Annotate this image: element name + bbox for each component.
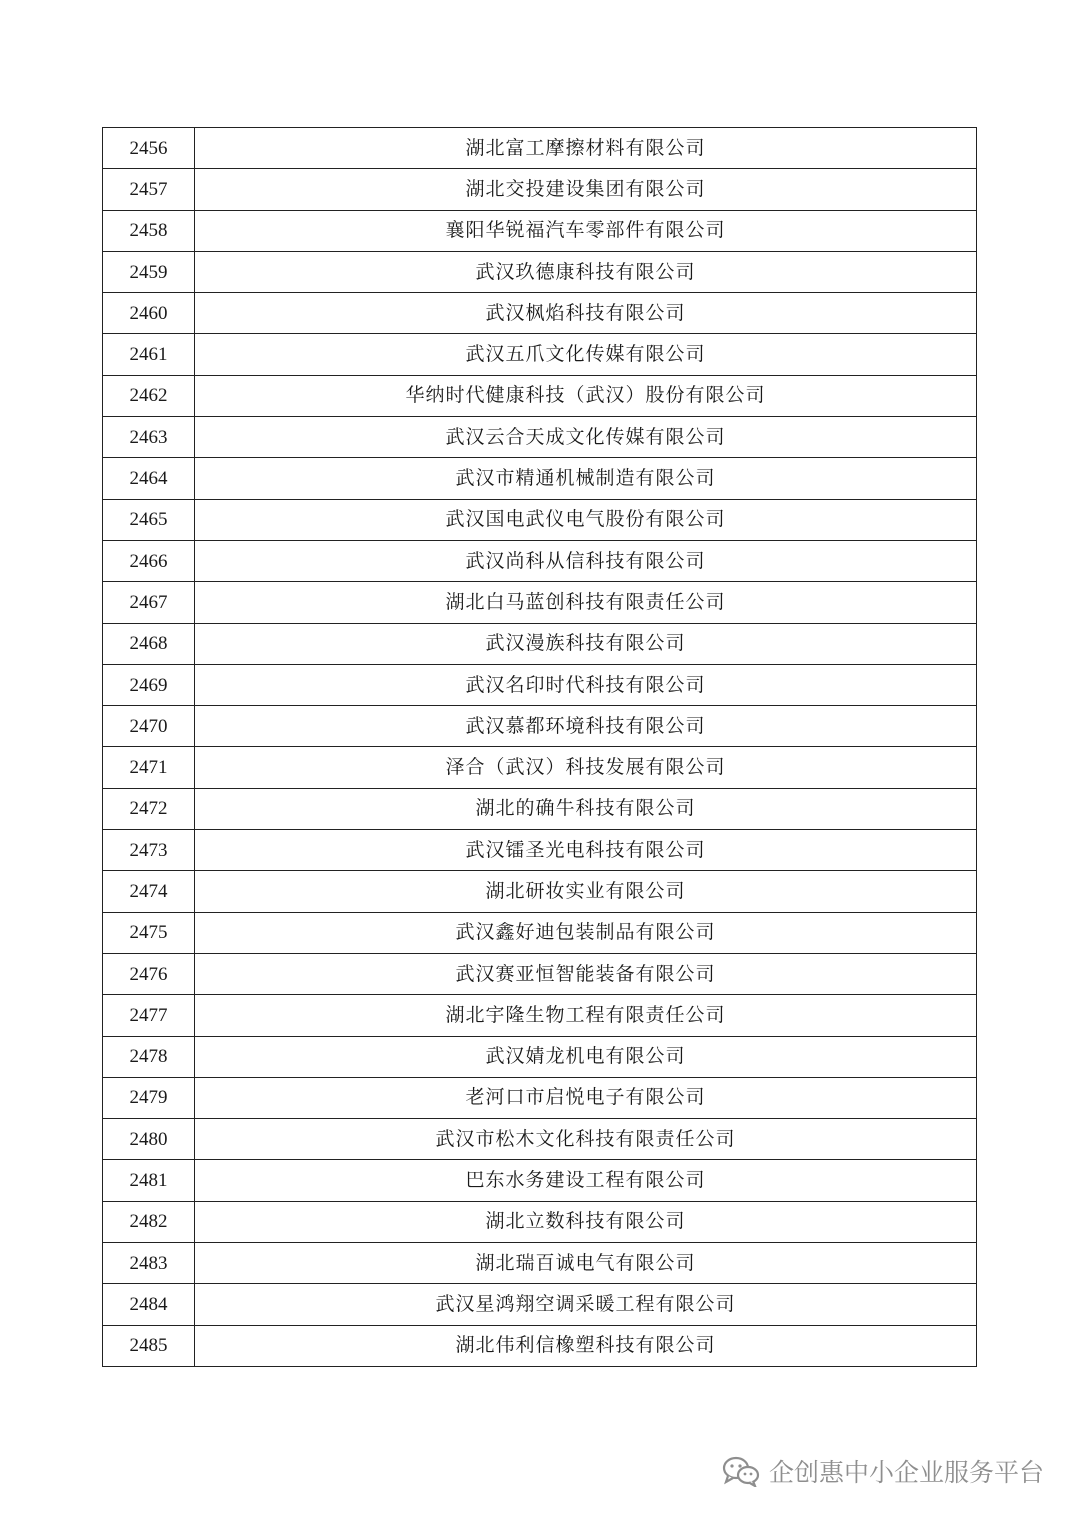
company-name-cell: 湖北立数科技有限公司	[195, 1201, 977, 1242]
company-name-cell: 武汉漫族科技有限公司	[195, 623, 977, 664]
company-name-cell: 武汉镭圣光电科技有限公司	[195, 830, 977, 871]
table-row	[103, 1201, 977, 1242]
row-number-cell: 2479	[103, 1077, 195, 1118]
table-row	[103, 1036, 977, 1077]
row-number-cell: 2477	[103, 995, 195, 1036]
row-number-cell: 2465	[103, 499, 195, 540]
table-row	[103, 912, 977, 953]
row-number-cell: 2464	[103, 458, 195, 499]
table-row	[103, 871, 977, 912]
row-number-cell: 2475	[103, 912, 195, 953]
company-list-body	[103, 128, 977, 1367]
row-number-cell: 2480	[103, 1119, 195, 1160]
row-number-cell: 2468	[103, 623, 195, 664]
company-name-cell: 华纳时代健康科技（武汉）股份有限公司	[195, 375, 977, 416]
table-row	[103, 169, 977, 210]
row-number-cell: 2478	[103, 1036, 195, 1077]
company-name-cell: 湖北瑞百诚电气有限公司	[195, 1243, 977, 1284]
table-row	[103, 664, 977, 705]
company-name-cell: 武汉市松木文化科技有限责任公司	[195, 1119, 977, 1160]
company-name-cell: 武汉五爪文化传媒有限公司	[195, 334, 977, 375]
row-number-cell: 2456	[103, 128, 195, 169]
table-row	[103, 1119, 977, 1160]
row-number-cell: 2482	[103, 1201, 195, 1242]
table-row	[103, 747, 977, 788]
company-name-cell: 襄阳华锐福汽车零部件有限公司	[195, 210, 977, 251]
table-row	[103, 417, 977, 458]
company-name-cell: 老河口市启悦电子有限公司	[195, 1077, 977, 1118]
row-number-cell: 2458	[103, 210, 195, 251]
table-row	[103, 293, 977, 334]
table-row	[103, 1160, 977, 1201]
row-number-cell: 2461	[103, 334, 195, 375]
row-number-cell: 2471	[103, 747, 195, 788]
company-list-table	[102, 127, 977, 1367]
company-name-cell: 武汉婧龙机电有限公司	[195, 1036, 977, 1077]
company-name-cell: 武汉玖德康科技有限公司	[195, 251, 977, 292]
company-name-cell: 武汉星鸿翔空调采暖工程有限公司	[195, 1284, 977, 1325]
row-number-cell: 2459	[103, 251, 195, 292]
company-name-cell: 武汉枫焰科技有限公司	[195, 293, 977, 334]
company-name-cell: 武汉市精通机械制造有限公司	[195, 458, 977, 499]
row-number-cell: 2460	[103, 293, 195, 334]
table-row	[103, 830, 977, 871]
row-number-cell: 2467	[103, 582, 195, 623]
watermark-text: 企创惠中小企业服务平台	[768, 1458, 1044, 1487]
row-number-cell: 2485	[103, 1325, 195, 1366]
company-name-cell: 湖北交投建设集团有限公司	[195, 169, 977, 210]
company-name-cell: 泽合（武汉）科技发展有限公司	[195, 747, 977, 788]
row-number-cell: 2462	[103, 375, 195, 416]
table-row	[103, 210, 977, 251]
company-name-cell: 湖北白马蓝创科技有限责任公司	[195, 582, 977, 623]
company-name-cell: 武汉国电武仪电气股份有限公司	[195, 499, 977, 540]
company-name-cell: 武汉慕都环境科技有限公司	[195, 706, 977, 747]
table-row	[103, 953, 977, 994]
company-name-cell: 武汉尚科从信科技有限公司	[195, 540, 977, 581]
table-row	[103, 540, 977, 581]
table-row	[103, 995, 977, 1036]
company-name-cell: 湖北富工摩擦材料有限公司	[195, 128, 977, 169]
table-row	[103, 334, 977, 375]
table-row	[103, 458, 977, 499]
row-number-cell: 2476	[103, 953, 195, 994]
table-row	[103, 128, 977, 169]
table-row	[103, 582, 977, 623]
table-row	[103, 499, 977, 540]
row-number-cell: 2470	[103, 706, 195, 747]
company-name-cell: 湖北研妆实业有限公司	[195, 871, 977, 912]
row-number-cell: 2463	[103, 417, 195, 458]
table-row	[103, 251, 977, 292]
watermark	[721, 1453, 1044, 1489]
table-row	[103, 623, 977, 664]
table-row	[103, 1284, 977, 1325]
company-name-cell: 湖北宇隆生物工程有限责任公司	[195, 995, 977, 1036]
company-name-cell: 巴东水务建设工程有限公司	[195, 1160, 977, 1201]
table-row	[103, 375, 977, 416]
row-number-cell: 2473	[103, 830, 195, 871]
row-number-cell: 2469	[103, 664, 195, 705]
table-row	[103, 1325, 977, 1366]
table-row	[103, 1243, 977, 1284]
row-number-cell: 2483	[103, 1243, 195, 1284]
wechat-icon	[721, 1455, 761, 1487]
row-number-cell: 2481	[103, 1160, 195, 1201]
row-number-cell: 2484	[103, 1284, 195, 1325]
company-name-cell: 武汉鑫好迪包装制品有限公司	[195, 912, 977, 953]
row-number-cell: 2466	[103, 540, 195, 581]
table-row	[103, 1077, 977, 1118]
row-number-cell: 2474	[103, 871, 195, 912]
company-name-cell: 武汉赛亚恒智能装备有限公司	[195, 953, 977, 994]
company-name-cell: 湖北伟利信橡塑科技有限公司	[195, 1325, 977, 1366]
row-number-cell: 2472	[103, 788, 195, 829]
row-number-cell: 2457	[103, 169, 195, 210]
table-row	[103, 788, 977, 829]
table-row	[103, 706, 977, 747]
company-name-cell: 武汉名印时代科技有限公司	[195, 664, 977, 705]
company-name-cell: 武汉云合天成文化传媒有限公司	[195, 417, 977, 458]
company-name-cell: 湖北的确牛科技有限公司	[195, 788, 977, 829]
